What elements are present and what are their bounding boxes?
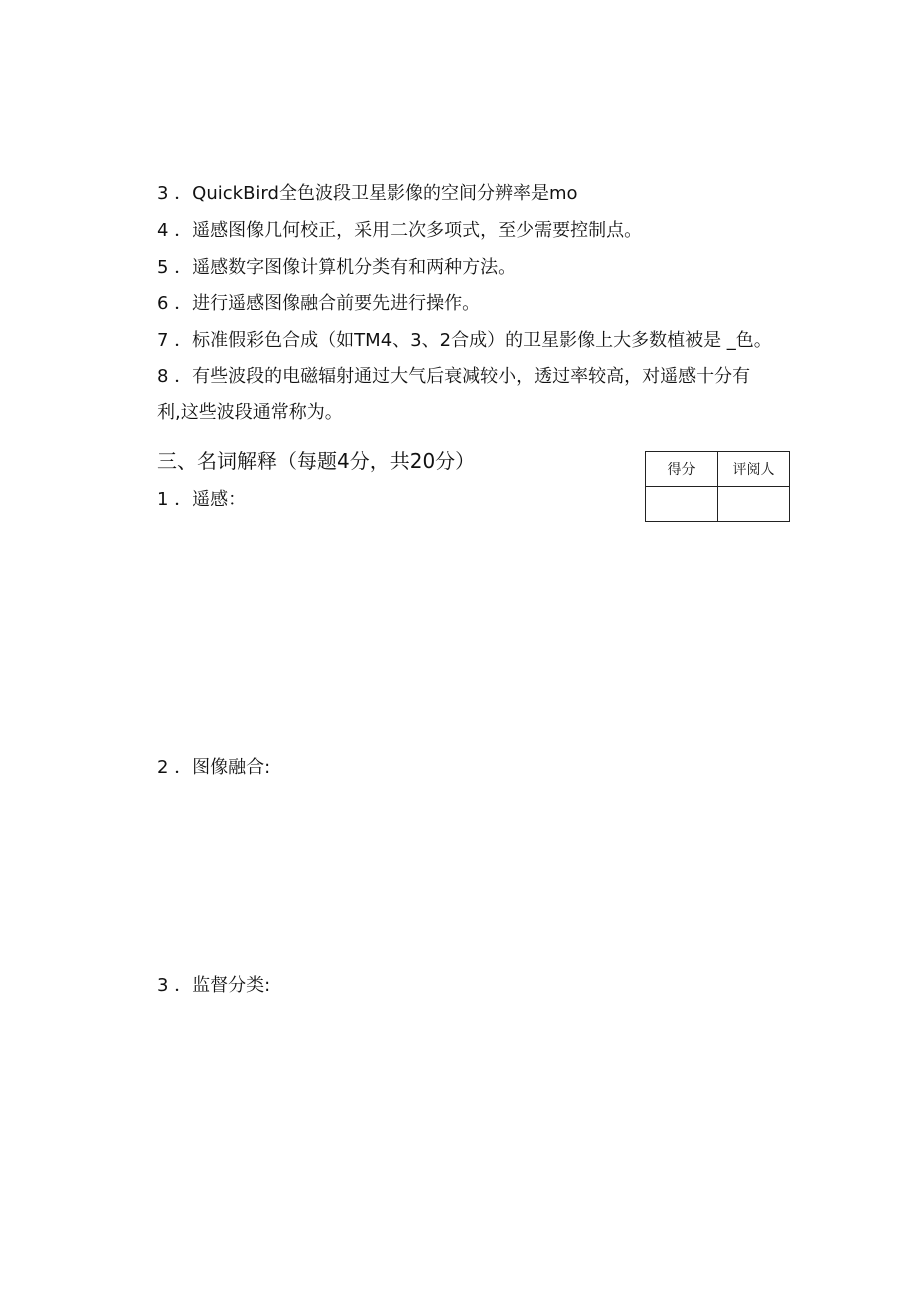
term-3 — [157, 975, 270, 997]
term-2 — [157, 757, 270, 779]
question-3 — [157, 183, 578, 205]
question-number: 6 — [157, 293, 169, 314]
question-number: 3 — [157, 183, 169, 204]
term-text: ．监督分类: — [174, 975, 271, 996]
question-number: 4 — [157, 220, 169, 241]
reviewer-cell[interactable] — [718, 487, 790, 522]
question-number: 5 — [157, 257, 169, 278]
term-text: ．图像融合: — [174, 757, 271, 778]
question-text: 利,这些波段通常称为。 — [157, 402, 343, 423]
question-text: ．有些波段的电磁辐射通过大气后衰减较小，透过率较高，对遥感十分有 — [174, 366, 751, 387]
term-1 — [157, 489, 246, 511]
question-number: 7 — [157, 330, 169, 351]
term-text: ．遥感： — [174, 489, 247, 510]
question-text: ．进行遥感图像融合前要先进行操作。 — [174, 293, 481, 314]
question-5 — [157, 257, 516, 279]
question-4 — [157, 220, 642, 242]
score-cell[interactable] — [646, 487, 718, 522]
question-text: ．标准假彩色合成（如TM4、3、2合成）的卫星影像上大多数植被是 _色。 — [174, 330, 772, 351]
term-number: 1 — [157, 489, 169, 510]
score-table — [645, 451, 790, 522]
question-7 — [157, 330, 772, 352]
reviewer-header: 评阅人 — [718, 452, 790, 487]
term-number: 2 — [157, 757, 169, 778]
question-text: ．遥感图像几何校正，采用二次多项式，至少需要控制点。 — [174, 220, 643, 241]
term-number: 3 — [157, 975, 169, 996]
question-6 — [157, 293, 480, 315]
question-number: 8 — [157, 366, 169, 387]
question-text: ．QuickBird全色波段卫星影像的空间分辨率是mo — [174, 183, 578, 204]
question-8 — [157, 366, 750, 388]
question-8-continuation — [157, 402, 343, 424]
score-header: 得分 — [646, 452, 718, 487]
question-text: ．遥感数字图像计算机分类有和两种方法。 — [174, 257, 517, 278]
section-heading: 三、名词解释（每题4分，共20分） — [157, 449, 476, 473]
